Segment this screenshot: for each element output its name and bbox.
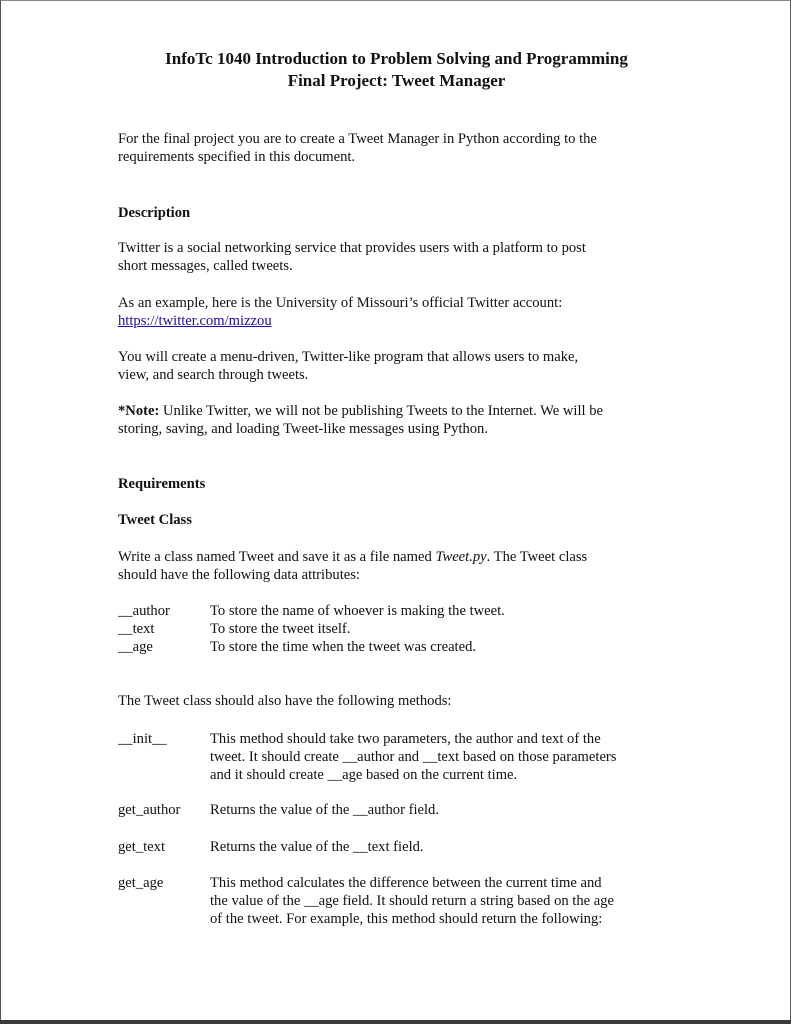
text-line: Unlike Twitter, we will not be publishing Tweets to the Internet. We will be (159, 403, 604, 419)
method-name: __init__ (118, 731, 167, 747)
document-subtitle: Final Project: Tweet Manager (287, 71, 506, 90)
description-paragraph-2 (118, 294, 562, 330)
intro-line: requirements specified in this document. (118, 149, 356, 165)
description-heading (118, 204, 190, 222)
attribute-desc: To store the name of whoever is making the tweet. (210, 603, 505, 619)
text-line: You will create a menu-driven, Twitter-like program that allows users to make, (118, 349, 579, 365)
tweet-class-heading (118, 511, 192, 529)
text-line: and it should create __age based on the current time. (210, 767, 518, 783)
text-span: . The Tweet class (486, 549, 588, 565)
method-desc (210, 874, 614, 928)
method-name: get_age (118, 875, 164, 891)
text-line: should have the following data attributes: (118, 567, 360, 583)
file-name: Tweet.py (435, 549, 487, 565)
description-paragraph-3 (118, 348, 578, 384)
requirements-heading (118, 475, 205, 493)
method-desc (210, 730, 616, 784)
text-line: As an example, here is the University of Missouri’s official Twitter account: (118, 295, 563, 311)
text-line: tweet. It should create __author and __text based on those parameters (210, 749, 617, 765)
description-paragraph-1 (118, 239, 586, 275)
text-line: of the tweet. For example, this method should return the following: (210, 911, 603, 927)
attribute-name: __author (118, 603, 170, 619)
text-line: Twitter is a social networking service that provides users with a platform to post (118, 240, 586, 256)
twitter-link[interactable]: https://twitter.com/mizzou (118, 313, 272, 329)
method-desc: Returns the value of the __author field. (210, 802, 439, 818)
intro-line: For the final project you are to create a Tweet Manager in Python according to the (118, 131, 597, 147)
attribute-desc: To store the tweet itself. (210, 621, 351, 637)
document-title: InfoTc 1040 Introduction to Problem Solving and Programming (165, 49, 628, 68)
attribute-desc: To store the time when the tweet was created. (210, 639, 477, 655)
text-line: This method calculates the difference between the current time and (210, 875, 602, 891)
note-label: *Note: (118, 403, 160, 419)
class-paragraph (118, 548, 587, 584)
text-line: view, and search through tweets. (118, 367, 309, 383)
text-line: This method should take two parameters, the author and text of the (210, 731, 601, 747)
text-span: Write a class named Tweet and save it as a file named (118, 549, 436, 565)
heading-text: Tweet Class (118, 512, 192, 528)
attribute-name: __text (118, 621, 155, 637)
methods-intro: The Tweet class should also have the following methods: (118, 693, 452, 709)
intro-paragraph (118, 130, 597, 166)
text-line: the value of the __age field. It should return a string based on the age (210, 893, 615, 909)
attribute-name: __age (118, 639, 153, 655)
note-paragraph (118, 402, 603, 438)
method-desc: Returns the value of the __text field. (210, 839, 424, 855)
heading-text: Requirements (118, 476, 206, 492)
method-name: get_text (118, 839, 166, 855)
heading-text: Description (118, 205, 191, 221)
text-line: storing, saving, and loading Tweet-like messages using Python. (118, 421, 488, 437)
text-line: short messages, called tweets. (118, 258, 293, 274)
method-name: get_author (118, 802, 181, 818)
